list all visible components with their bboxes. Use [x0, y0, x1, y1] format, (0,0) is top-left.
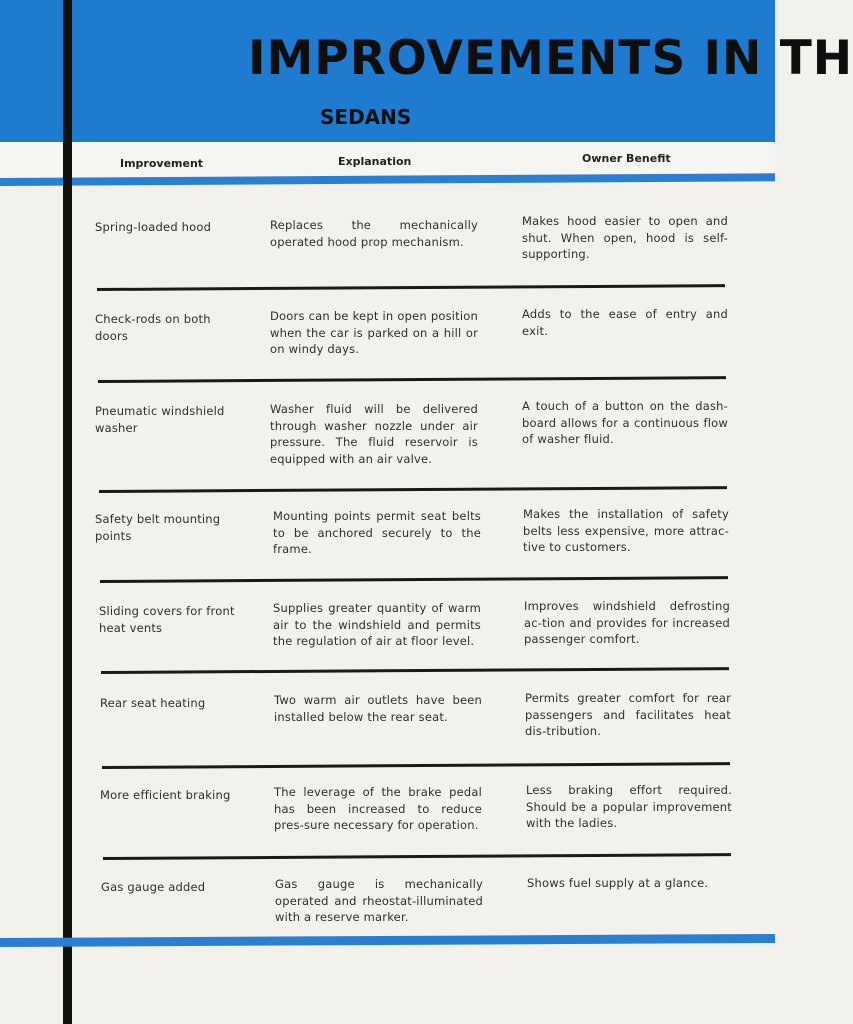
benefit-cell: A touch of a button on the dash-board allows for a continuous flow of washer fluid.: [522, 399, 728, 446]
explanation-cell: The leverage of the brake pedal has been increased to reduce pres-sure necessary for operation.: [274, 785, 482, 832]
row-divider: [103, 853, 731, 860]
benefit-cell: Makes hood easier to open and shut. When open, hood is self-supporting.: [522, 214, 728, 261]
row-divider: [99, 486, 727, 493]
improvement-cell: More efficient braking: [100, 788, 231, 802]
improvement-cell: Sliding covers for front heat vents: [99, 604, 235, 635]
benefit-cell: Permits greater comfort for rear passengers and facilitates heat dis-tribution.: [525, 691, 731, 738]
row-divider: [101, 667, 729, 674]
column-header-owner-benefit: Owner Benefit: [582, 152, 671, 165]
explanation-cell: Mounting points permit seat belts to be anchored securely to the frame.: [273, 509, 481, 556]
improvement-cell: Safety belt mounting points: [95, 512, 221, 543]
row-divider: [100, 576, 728, 583]
benefit-cell: Shows fuel supply at a glance.: [527, 876, 709, 890]
row-divider: [102, 762, 730, 769]
explanation-cell: Replaces the mechanically operated hood prop mechanism.: [270, 218, 478, 249]
improvement-cell: Gas gauge added: [101, 880, 206, 894]
improvement-cell: Rear seat heating: [100, 696, 206, 710]
column-header-explanation: Explanation: [338, 155, 412, 168]
benefit-cell: Adds to the ease of entry and exit.: [522, 307, 728, 338]
explanation-cell: Two warm air outlets have been installed below the rear seat.: [274, 693, 482, 724]
benefit-cell: Makes the installation of safety belts less expensive, more attrac-tive to customers.: [523, 507, 729, 554]
page-title: IMPROVEMENTS IN TH: [248, 31, 853, 86]
section-subtitle: SEDANS: [320, 105, 412, 129]
explanation-cell: Supplies greater quantity of warm air to the windshield and permits the regulation of air at floor level.: [273, 601, 481, 648]
benefit-cell: Less braking effort required. Should be a popular improvement with the ladies.: [526, 783, 732, 830]
improvement-cell: Spring-loaded hood: [95, 220, 212, 234]
benefit-cell: Improves windshield defrosting ac-tion and provides for increased passenger comfort.: [524, 599, 730, 646]
explanation-cell: Doors can be kept in open position when the car is parked on a hill or on windy days.: [270, 309, 478, 356]
footer-rule: [0, 934, 775, 947]
column-header-improvement: Improvement: [120, 157, 204, 170]
explanation-cell: Washer fluid will be delivered through washer nozzle under air pressure. The fluid reservoir is equipped with an air valve.: [270, 402, 478, 466]
improvement-cell: Pneumatic windshield washer: [95, 404, 225, 435]
explanation-cell: Gas gauge is mechanically operated and rheostat-illuminated with a reserve marker.: [275, 877, 483, 924]
left-margin-rule: [63, 0, 72, 1024]
improvement-cell: Check-rods on both doors: [95, 312, 211, 343]
row-divider: [97, 284, 725, 291]
row-divider: [98, 376, 726, 383]
